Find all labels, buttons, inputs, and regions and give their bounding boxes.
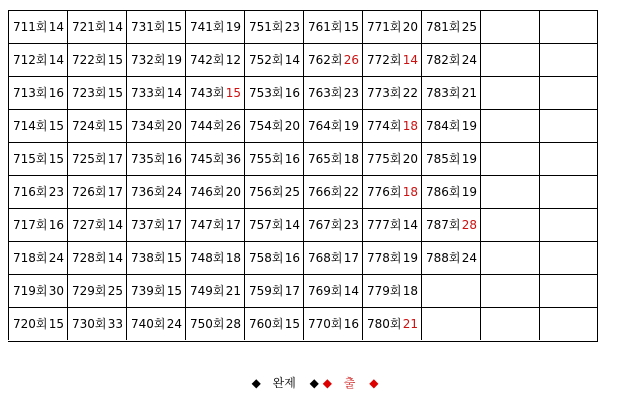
table-cell (126, 76, 185, 109)
empty-cell (539, 241, 598, 274)
count-value: 17 (107, 185, 123, 199)
table-cell (421, 76, 480, 109)
round-label: 770회 (308, 317, 343, 331)
count-value: 17 (225, 218, 241, 232)
table-cell (185, 307, 244, 340)
round-label: 772회 (367, 53, 402, 67)
table-cell (126, 10, 185, 43)
table-cell (244, 274, 303, 307)
legend-label-complete: 완제 (272, 375, 296, 390)
table-cell (8, 307, 67, 340)
table-cell (303, 76, 362, 109)
round-label: 722회 (72, 53, 107, 67)
black-diamond-icon: ◆ (251, 375, 261, 390)
round-label: 742회 (190, 53, 225, 67)
table-cell (185, 208, 244, 241)
count-value: 16 (284, 152, 300, 166)
round-label: 726회 (72, 185, 107, 199)
count-value: 14 (107, 251, 123, 265)
round-label: 744회 (190, 119, 225, 133)
table-cell (303, 142, 362, 175)
count-value: 16 (48, 218, 64, 232)
count-value: 14 (107, 20, 123, 34)
table-cell (303, 43, 362, 76)
round-label: 756회 (249, 185, 284, 199)
count-value: 23 (48, 185, 64, 199)
table-cell (362, 142, 421, 175)
empty-cell (539, 43, 598, 76)
count-value: 18 (402, 284, 418, 298)
count-value: 18 (402, 119, 418, 133)
table-cell (303, 109, 362, 142)
table-row (8, 109, 598, 142)
table-cell (185, 175, 244, 208)
table-row (8, 241, 598, 274)
table-cell (126, 142, 185, 175)
round-label: 760회 (249, 317, 284, 331)
count-value: 24 (461, 53, 477, 67)
round-label: 782회 (426, 53, 461, 67)
table-cell (362, 109, 421, 142)
round-label: 787회 (426, 218, 461, 232)
round-label: 723회 (72, 86, 107, 100)
empty-cell (480, 307, 539, 340)
count-value: 24 (166, 185, 182, 199)
table-cell (126, 274, 185, 307)
table-cell (8, 76, 67, 109)
empty-cell (480, 43, 539, 76)
round-label: 738회 (131, 251, 166, 265)
table-cell (421, 43, 480, 76)
empty-cell (480, 10, 539, 43)
table-cell (244, 208, 303, 241)
empty-cell (421, 307, 480, 340)
table-cell (67, 142, 126, 175)
table-cell (67, 76, 126, 109)
empty-cell (539, 274, 598, 307)
count-value: 15 (48, 152, 64, 166)
table-cell (362, 76, 421, 109)
empty-cell (480, 175, 539, 208)
table-cell (126, 109, 185, 142)
count-value: 25 (284, 185, 300, 199)
table-cell (8, 241, 67, 274)
round-label: 774회 (367, 119, 402, 133)
round-label: 733회 (131, 86, 166, 100)
empty-cell (480, 241, 539, 274)
table-cell (67, 109, 126, 142)
empty-cell (539, 307, 598, 340)
count-value: 15 (343, 20, 359, 34)
empty-cell (480, 109, 539, 142)
count-value: 19 (461, 119, 477, 133)
round-label: 747회 (190, 218, 225, 232)
count-value: 25 (461, 20, 477, 34)
table-cell (362, 307, 421, 340)
round-label: 745회 (190, 152, 225, 166)
round-label: 750회 (190, 317, 225, 331)
table-cell (8, 43, 67, 76)
round-label: 714회 (13, 119, 48, 133)
count-value: 16 (48, 86, 64, 100)
table-cell (421, 241, 480, 274)
table-cell (421, 142, 480, 175)
count-value: 12 (225, 53, 241, 67)
round-label: 749회 (190, 284, 225, 298)
empty-cell (539, 10, 598, 43)
round-label: 724회 (72, 119, 107, 133)
count-value: 14 (343, 284, 359, 298)
count-value: 18 (402, 185, 418, 199)
round-label: 751회 (249, 20, 284, 34)
round-label: 713회 (13, 86, 48, 100)
round-label: 720회 (13, 317, 48, 331)
round-label: 757회 (249, 218, 284, 232)
empty-cell (480, 142, 539, 175)
count-value: 16 (343, 317, 359, 331)
count-value: 19 (461, 152, 477, 166)
round-label: 752회 (249, 53, 284, 67)
round-label: 718회 (13, 251, 48, 265)
empty-cell (539, 109, 598, 142)
round-label: 771회 (367, 20, 402, 34)
table-cell (67, 241, 126, 274)
round-label: 784회 (426, 119, 461, 133)
count-value: 36 (225, 152, 241, 166)
table-cell (126, 43, 185, 76)
count-value: 24 (461, 251, 477, 265)
results-table (8, 10, 598, 342)
table-cell (126, 307, 185, 340)
round-label: 727회 (72, 218, 107, 232)
count-value: 15 (48, 317, 64, 331)
table-cell (244, 76, 303, 109)
round-label: 764회 (308, 119, 343, 133)
table-row (8, 10, 598, 43)
count-value: 20 (284, 119, 300, 133)
round-label: 728회 (72, 251, 107, 265)
round-label: 763회 (308, 86, 343, 100)
table-row (8, 274, 598, 307)
round-label: 736회 (131, 185, 166, 199)
table-cell (8, 208, 67, 241)
round-label: 731회 (131, 20, 166, 34)
legend-label-out: 출 (343, 375, 356, 390)
table-cell (421, 10, 480, 43)
count-value: 17 (166, 218, 182, 232)
empty-cell (421, 274, 480, 307)
count-value: 28 (225, 317, 241, 331)
round-label: 740회 (131, 317, 166, 331)
round-label: 717회 (13, 218, 48, 232)
round-label: 785회 (426, 152, 461, 166)
table-row (8, 76, 598, 109)
table-cell (244, 142, 303, 175)
table-cell (244, 175, 303, 208)
legend (0, 372, 630, 393)
round-label: 762회 (308, 53, 343, 67)
table-border-bottom (8, 341, 598, 342)
count-value: 25 (107, 284, 123, 298)
count-value: 26 (343, 53, 359, 67)
round-label: 737회 (131, 218, 166, 232)
table-row (8, 43, 598, 76)
table-cell (244, 109, 303, 142)
table-cell (303, 175, 362, 208)
count-value: 14 (107, 218, 123, 232)
count-value: 21 (402, 317, 418, 331)
count-value: 20 (402, 20, 418, 34)
count-value: 15 (107, 86, 123, 100)
round-label: 716회 (13, 185, 48, 199)
round-label: 741회 (190, 20, 225, 34)
count-value: 33 (107, 317, 123, 331)
round-label: 777회 (367, 218, 402, 232)
table-cell (126, 241, 185, 274)
count-value: 20 (225, 185, 241, 199)
count-value: 14 (284, 218, 300, 232)
count-value: 14 (48, 53, 64, 67)
count-value: 15 (107, 119, 123, 133)
round-label: 734회 (131, 119, 166, 133)
count-value: 19 (402, 251, 418, 265)
count-value: 14 (402, 53, 418, 67)
round-label: 773회 (367, 86, 402, 100)
count-value: 17 (343, 251, 359, 265)
count-value: 23 (343, 86, 359, 100)
round-label: 754회 (249, 119, 284, 133)
count-value: 20 (166, 119, 182, 133)
round-label: 753회 (249, 86, 284, 100)
table-cell (126, 175, 185, 208)
count-value: 18 (343, 152, 359, 166)
table-cell (185, 274, 244, 307)
table-cell (8, 10, 67, 43)
empty-cell (539, 208, 598, 241)
table-cell (303, 10, 362, 43)
black-diamond-icon: ◆ (309, 375, 319, 390)
round-label: 786회 (426, 185, 461, 199)
round-label: 775회 (367, 152, 402, 166)
count-value: 22 (343, 185, 359, 199)
round-label: 712회 (13, 53, 48, 67)
round-label: 715회 (13, 152, 48, 166)
table-cell (362, 43, 421, 76)
table-cell (185, 43, 244, 76)
table-cell (67, 43, 126, 76)
table-cell (185, 241, 244, 274)
count-value: 19 (461, 185, 477, 199)
round-label: 721회 (72, 20, 107, 34)
count-value: 16 (284, 86, 300, 100)
round-label: 780회 (367, 317, 402, 331)
round-label: 735회 (131, 152, 166, 166)
table-cell (8, 142, 67, 175)
round-label: 767회 (308, 218, 343, 232)
round-label: 778회 (367, 251, 402, 265)
table-cell (67, 307, 126, 340)
empty-cell (539, 142, 598, 175)
count-value: 19 (343, 119, 359, 133)
round-label: 779회 (367, 284, 402, 298)
table-cell (303, 241, 362, 274)
table-cell (362, 274, 421, 307)
table-cell (362, 208, 421, 241)
empty-cell (539, 76, 598, 109)
count-value: 16 (284, 251, 300, 265)
count-value: 14 (166, 86, 182, 100)
round-label: 729회 (72, 284, 107, 298)
count-value: 23 (284, 20, 300, 34)
round-label: 783회 (426, 86, 461, 100)
count-value: 23 (343, 218, 359, 232)
count-value: 15 (284, 317, 300, 331)
table-cell (244, 241, 303, 274)
table-cell (8, 175, 67, 208)
count-value: 15 (166, 20, 182, 34)
table-cell (421, 175, 480, 208)
count-value: 15 (225, 86, 241, 100)
table-cell (244, 43, 303, 76)
count-value: 15 (166, 284, 182, 298)
count-value: 28 (461, 218, 477, 232)
table-cell (421, 109, 480, 142)
round-label: 755회 (249, 152, 284, 166)
table-cell (303, 274, 362, 307)
table-cell (362, 10, 421, 43)
count-value: 21 (461, 86, 477, 100)
table-cell (185, 142, 244, 175)
round-label: 732회 (131, 53, 166, 67)
round-label: 768회 (308, 251, 343, 265)
count-value: 15 (107, 53, 123, 67)
count-value: 22 (402, 86, 418, 100)
round-label: 758회 (249, 251, 284, 265)
table-cell (126, 208, 185, 241)
count-value: 19 (225, 20, 241, 34)
empty-cell (480, 76, 539, 109)
table-cell (244, 307, 303, 340)
count-value: 19 (166, 53, 182, 67)
red-diamond-icon: ◆ (322, 375, 332, 390)
round-label: 730회 (72, 317, 107, 331)
count-value: 17 (107, 152, 123, 166)
round-label: 769회 (308, 284, 343, 298)
round-label: 746회 (190, 185, 225, 199)
table-cell (67, 175, 126, 208)
empty-cell (539, 175, 598, 208)
round-label: 748회 (190, 251, 225, 265)
red-diamond-icon: ◆ (369, 375, 379, 390)
count-value: 15 (166, 251, 182, 265)
table-cell (185, 76, 244, 109)
round-label: 761회 (308, 20, 343, 34)
empty-cell (480, 274, 539, 307)
count-value: 17 (284, 284, 300, 298)
table-cell (244, 10, 303, 43)
table-cell (362, 241, 421, 274)
table-row (8, 208, 598, 241)
table-cell (8, 109, 67, 142)
round-label: 719회 (13, 284, 48, 298)
count-value: 14 (284, 53, 300, 67)
count-value: 16 (166, 152, 182, 166)
round-label: 725회 (72, 152, 107, 166)
round-label: 739회 (131, 284, 166, 298)
table-row (8, 307, 598, 340)
table-row (8, 175, 598, 208)
table-cell (421, 208, 480, 241)
table-row (8, 142, 598, 175)
round-label: 759회 (249, 284, 284, 298)
count-value: 21 (225, 284, 241, 298)
count-value: 14 (48, 20, 64, 34)
count-value: 24 (48, 251, 64, 265)
round-label: 766회 (308, 185, 343, 199)
count-value: 30 (48, 284, 64, 298)
count-value: 20 (402, 152, 418, 166)
round-label: 743회 (190, 86, 225, 100)
table-cell (303, 307, 362, 340)
table-cell (185, 10, 244, 43)
table-cell (362, 175, 421, 208)
table-cell (8, 274, 67, 307)
count-value: 15 (48, 119, 64, 133)
table-cell (67, 274, 126, 307)
count-value: 26 (225, 119, 241, 133)
empty-cell (480, 208, 539, 241)
round-label: 765회 (308, 152, 343, 166)
count-value: 18 (225, 251, 241, 265)
table-cell (303, 208, 362, 241)
table-cell (67, 10, 126, 43)
round-label: 781회 (426, 20, 461, 34)
count-value: 14 (402, 218, 418, 232)
round-label: 711회 (13, 20, 48, 34)
count-value: 24 (166, 317, 182, 331)
table-cell (185, 109, 244, 142)
round-label: 788회 (426, 251, 461, 265)
round-label: 776회 (367, 185, 402, 199)
table-cell (67, 208, 126, 241)
